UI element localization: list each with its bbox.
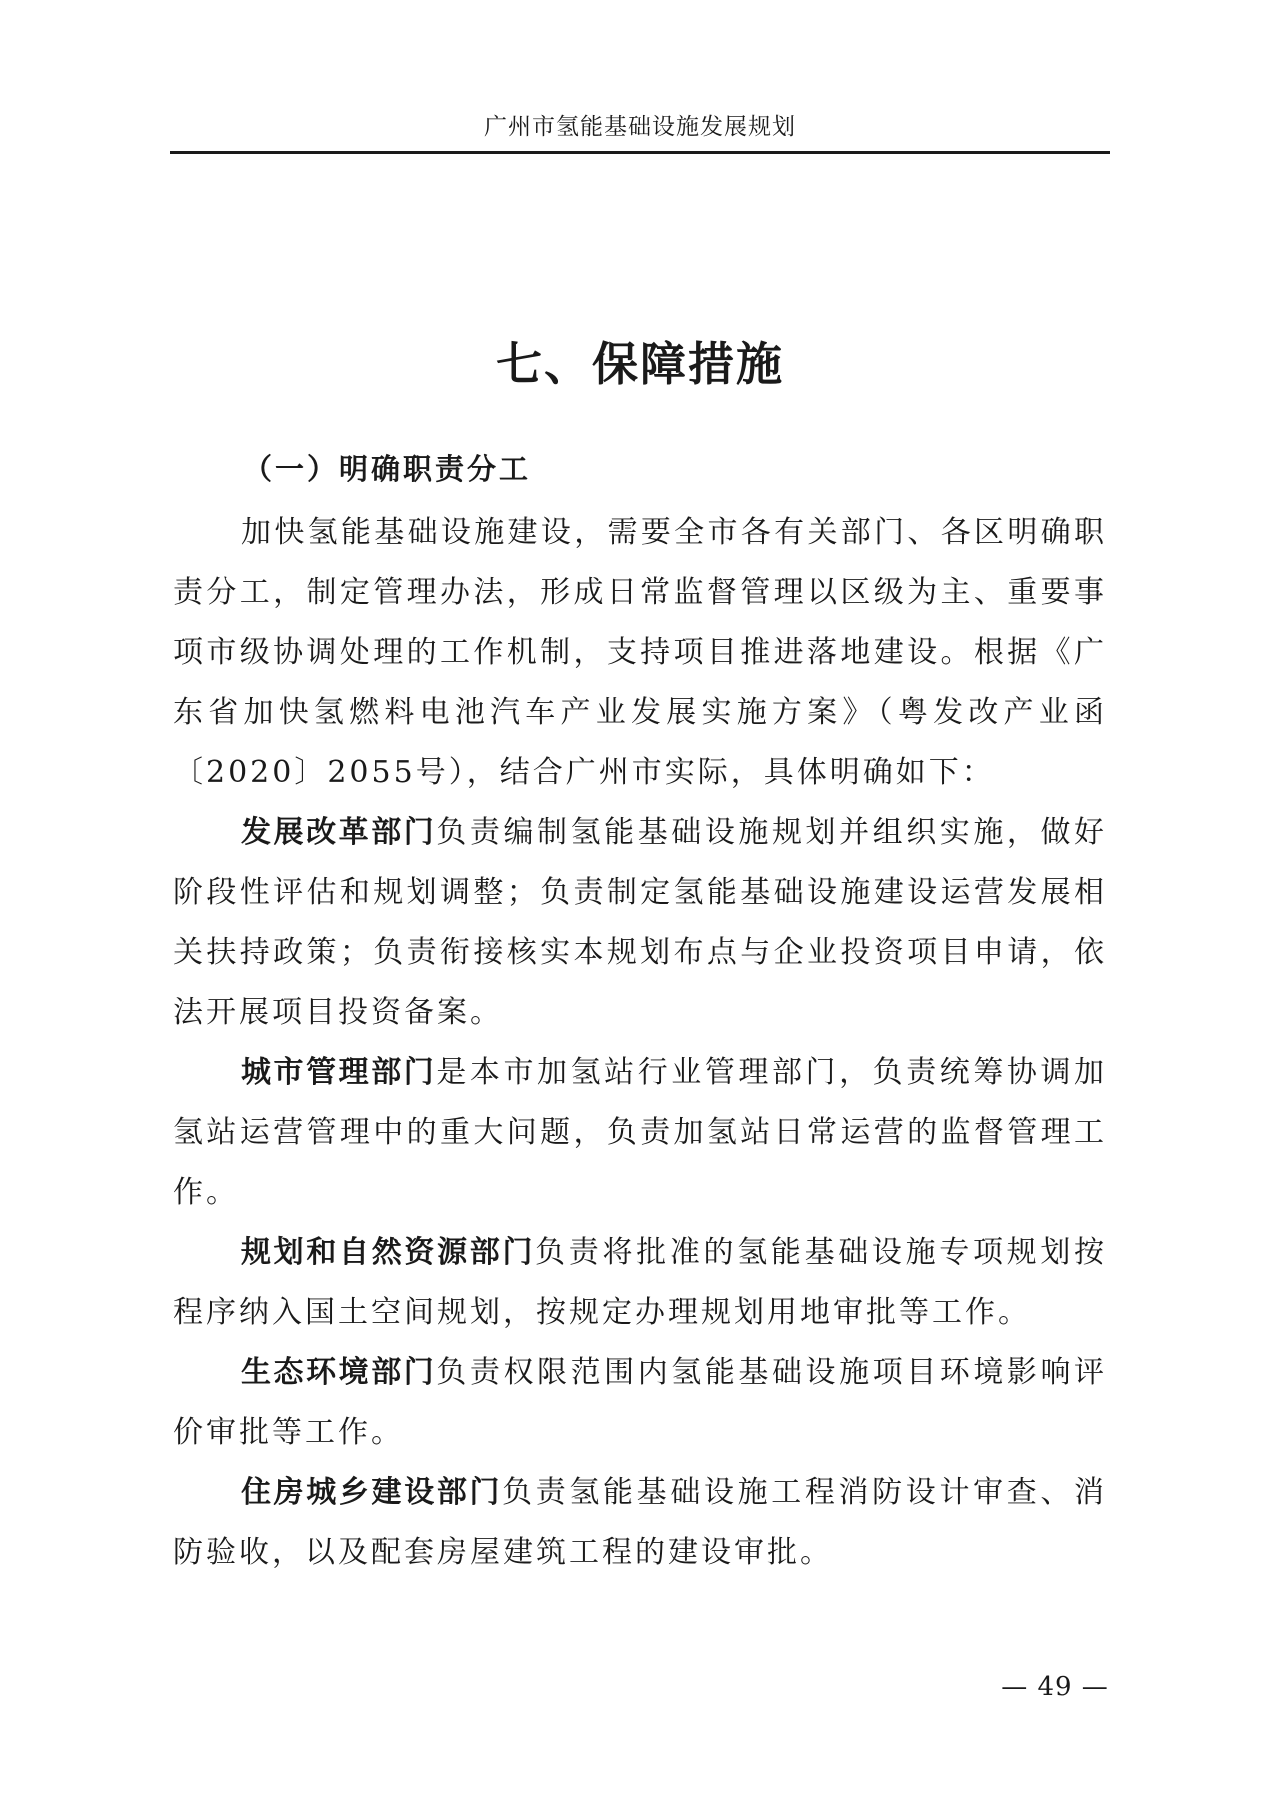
header-rule [170, 151, 1110, 154]
section-heading: （一）明确职责分工 [243, 452, 532, 486]
duty-text: 负责权限范围内氢能基础设施项目环境影响评价审批等工作。 [173, 1355, 1108, 1450]
duty-paragraph-planning-resources [173, 1223, 1107, 1343]
duty-text: 负责氢能基础设施工程消防设计审查、消防验收，以及配套房屋建筑工程的建设审批。 [173, 1475, 1108, 1570]
department-name: 城市管理部门 [241, 1055, 437, 1090]
duty-paragraph-urban-management [173, 1043, 1107, 1223]
department-name: 住房城乡建设部门 [241, 1475, 503, 1510]
chapter-title: 七、保障措施 [496, 336, 784, 391]
duty-text: 是本市加氢站行业管理部门，负责统筹协调加氢站运营管理中的重大问题，负责加氢站日常运营的监督管理工作。 [173, 1055, 1108, 1210]
department-name: 发展改革部门 [241, 815, 437, 850]
department-name: 规划和自然资源部门 [241, 1235, 536, 1270]
duty-paragraph-development-reform [173, 803, 1107, 1043]
duty-text: 负责编制氢能基础设施规划并组织实施，做好阶段性评估和规划调整；负责制定氢能基础设施建设运营发展相关扶持政策；负责衔接核实本规划布点与企业投资项目申请，依法开展项目投资备案。 [173, 815, 1108, 1030]
running-header: 广州市氢能基础设施发展规划 [484, 114, 796, 140]
duty-paragraph-housing-construction [173, 1463, 1107, 1583]
duty-text: 负责将批准的氢能基础设施专项规划按程序纳入国土空间规划，按规定办理规划用地审批等工作。 [173, 1235, 1108, 1330]
duty-paragraph-ecology-environment [173, 1343, 1107, 1463]
page-number: — 49 — [1001, 1672, 1109, 1702]
department-name: 生态环境部门 [241, 1355, 437, 1390]
body-content [173, 449, 1107, 1583]
intro-paragraph: 加快氢能基础设施建设，需要全市各有关部门、各区明确职责分工，制定管理办法，形成日常监督管理以区级为主、重要事项市级协调处理的工作机制，支持项目推进落地建设。根据《广东省加快氢燃料电池汽车产业发展实施方案》（粤发改产业函〔2020〕2055号），结合广州市实际，具体明确如下： [173, 515, 1107, 790]
